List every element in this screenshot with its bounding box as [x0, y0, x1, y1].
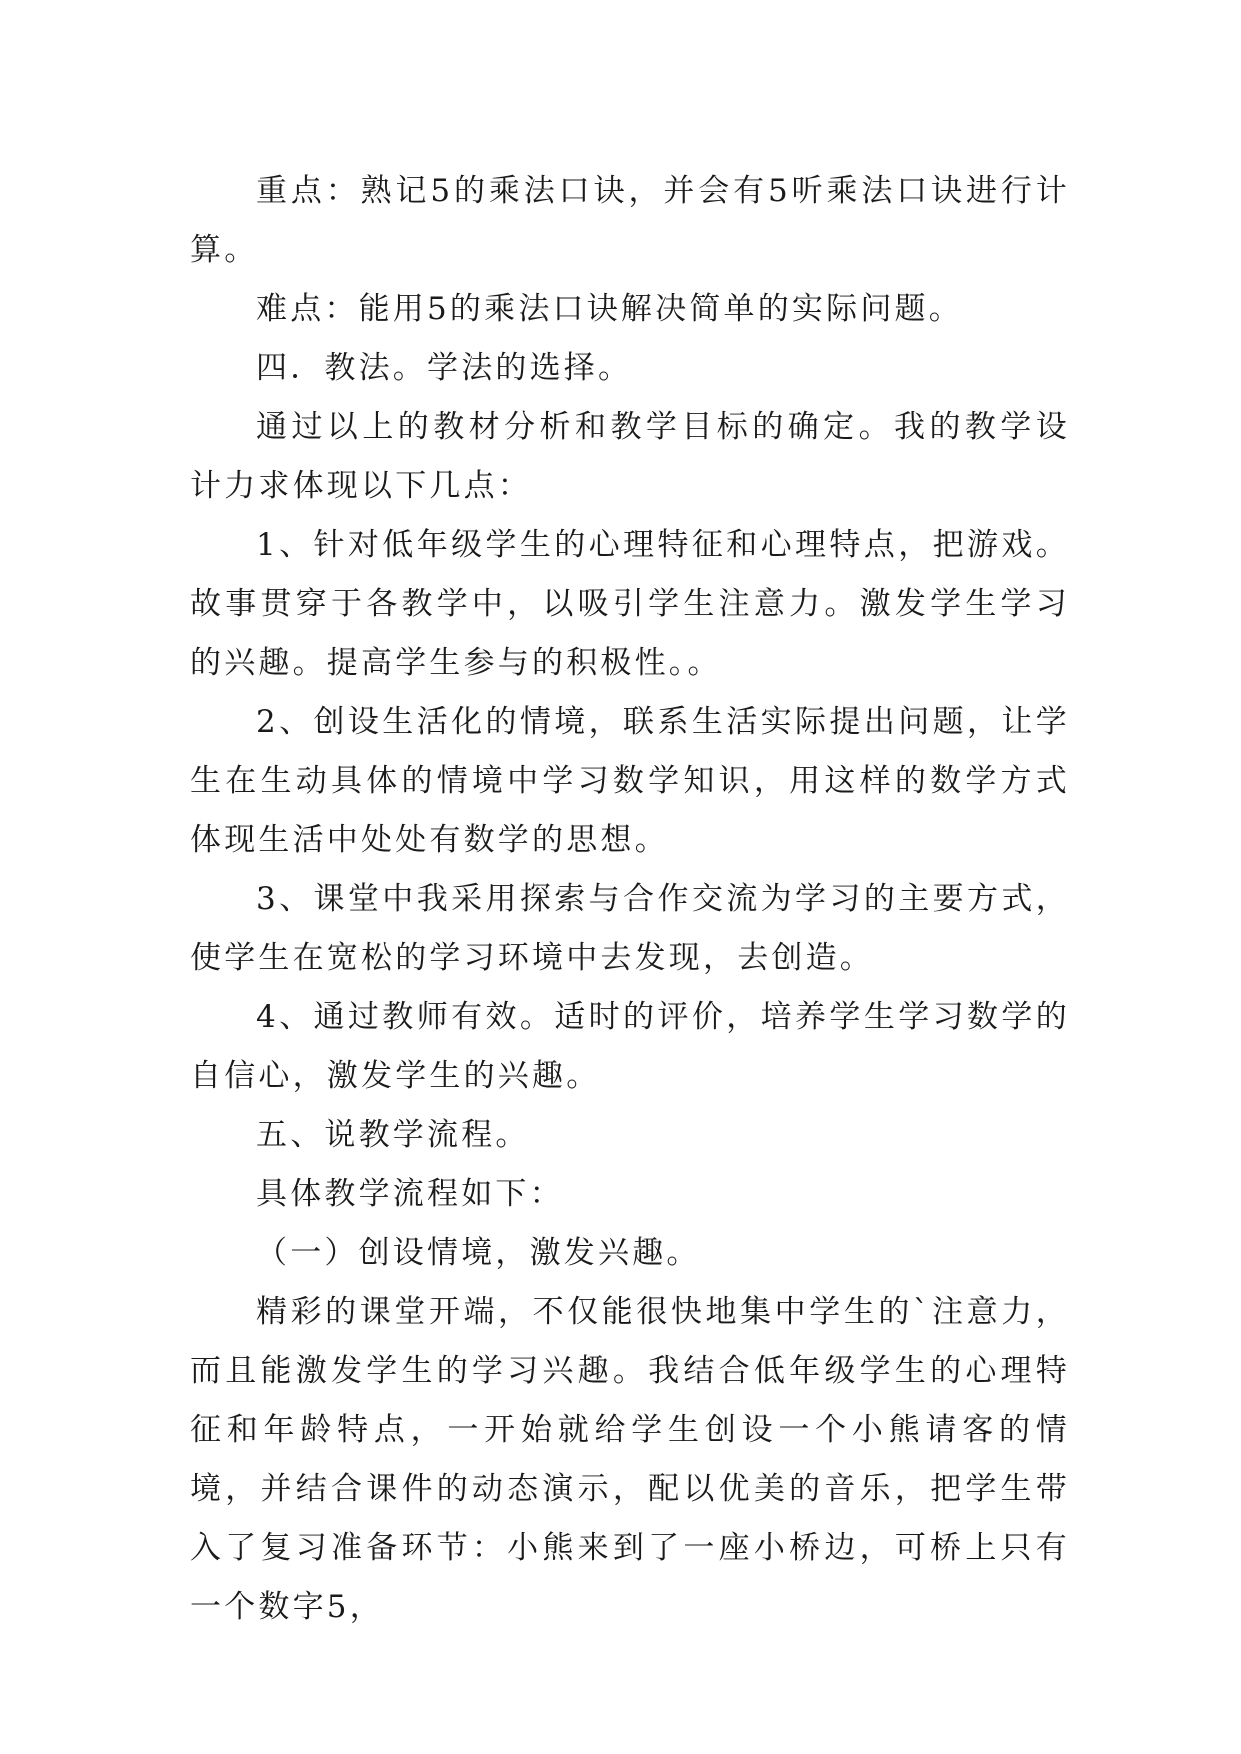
document-body [190, 162, 1070, 1637]
section-heading-teaching-process: 五、说教学流程。 [256, 1117, 530, 1153]
paragraph-design-intro: 通过以上的教材分析和教学目标的确定。我的教学设计力求体现以下几点： [190, 409, 1070, 504]
section-heading-teaching-methods: 四．教法。学法的选择。 [256, 350, 633, 386]
paragraph-point-2: 2、创设生活化的情境，联系生活实际提出问题，让学生在生动具体的情境中学习数学知识，用这样的数学方式体现生活中处处有数学的思想。 [190, 704, 1070, 858]
paragraph-point-3: 3、课堂中我采用探索与合作交流为学习的主要方式，使学生在宽松的学习环境中去发现，去创造。 [190, 881, 1070, 976]
subheading-create-situation: （一）创设情境，激发兴趣。 [256, 1235, 701, 1271]
paragraph-point-4: 4、通过教师有效。适时的评价，培养学生学习数学的自信心，激发学生的兴趣。 [190, 999, 1070, 1094]
paragraph-difficult-point: 难点：能用5的乘法口诀解决简单的实际问题。 [256, 291, 963, 327]
paragraph-process-intro: 具体教学流程如下： [256, 1176, 564, 1212]
paragraph-key-point: 重点：熟记5的乘法口诀，并会有5听乘法口诀进行计算。 [190, 173, 1070, 268]
paragraph-class-opening: 精彩的课堂开端，不仅能很快地集中学生的`注意力，而且能激发学生的学习兴趣。我结合低年级学生的心理特征和年龄特点，一开始就给学生创设一个小熊请客的情境，并结合课件的动态演示，配以优美的音乐，把学生带入了复习准备环节：小熊来到了一座小桥边，可桥上只有一个数字5， [190, 1294, 1070, 1625]
paragraph-point-1: 1、针对低年级学生的心理特征和心理特点，把游戏。故事贯穿于各教学中，以吸引学生注意力。激发学生学习的兴趣。提高学生参与的积极性。。 [190, 527, 1070, 681]
